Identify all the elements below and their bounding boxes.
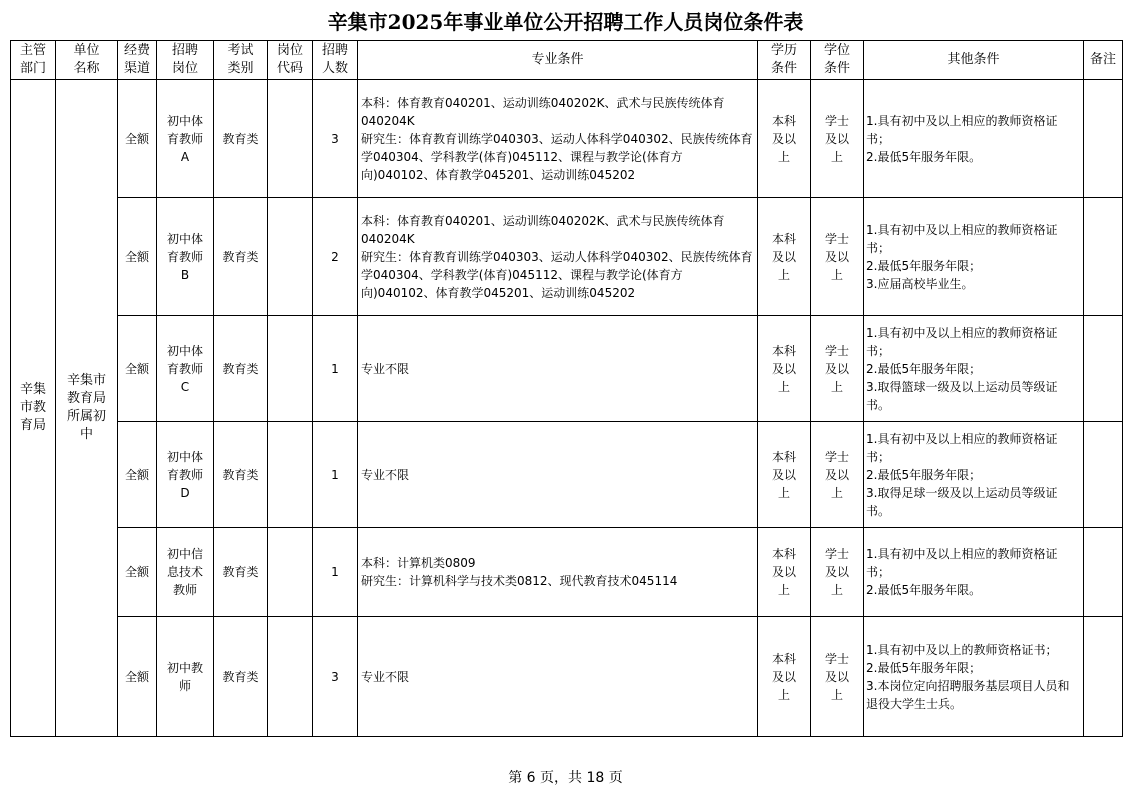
fund-cell: 全额 xyxy=(118,316,157,422)
unit-name: 辛集市教育局所属初中 xyxy=(66,373,106,442)
post-name: 初中教师 xyxy=(166,660,203,693)
exam-cell: 教育类 xyxy=(214,198,268,316)
table-row xyxy=(11,80,1123,198)
edu-value: 本科及以上 xyxy=(771,343,796,394)
major-cell: 本科：体育教育040201、运动训练040202K、武术与民族传统体育040204K 研究生：体育教育训练学040303、运动人体科学040302、民族传统体育学040304、学科教学(体育)045112、课程与教学论(体育方向)040102、体育教学045201、运动训练045202 xyxy=(358,198,758,316)
post-cell xyxy=(157,422,214,528)
exam-cell: 教育类 xyxy=(214,617,268,737)
degree-cell xyxy=(811,198,864,316)
table-row xyxy=(11,198,1123,316)
post-name: 初中体育教师C xyxy=(166,343,203,394)
degree-cell xyxy=(811,80,864,198)
edu-value: 本科及以上 xyxy=(771,449,796,500)
header-post: 招聘 岗位 xyxy=(157,41,214,80)
major-cell: 本科：计算机类0809 研究生：计算机科学与技术类0812、现代教育技术045114 xyxy=(358,528,758,617)
other-cell: 1.具有初中及以上相应的教师资格证书； 2.最低5年服务年限。 xyxy=(864,528,1084,617)
page-title: 辛集市2025年事业单位公开招聘工作人员岗位条件表 xyxy=(327,10,804,34)
major-cell: 本科：体育教育040201、运动训练040202K、武术与民族传统体育040204K 研究生：体育教育训练学040303、运动人体科学040302、民族传统体育学040304、学科教学(体育)045112、课程与教学论(体育方向)040102、体育教学045201、运动训练045202 xyxy=(358,80,758,198)
post-cell xyxy=(157,198,214,316)
num-cell: 2 xyxy=(313,198,358,316)
post-cell xyxy=(157,617,214,737)
header-dept: 主管 部门 xyxy=(11,41,56,80)
degree-value: 学士及以上 xyxy=(824,651,849,702)
dept-name: 辛集市教育局 xyxy=(19,382,46,433)
note-cell xyxy=(1084,617,1123,737)
major-cell: 专业不限 xyxy=(358,617,758,737)
code-cell xyxy=(268,528,313,617)
other-cell: 1.具有初中及以上相应的教师资格证书； 2.最低5年服务年限； 3.取得篮球一级及以上运动员等级证书。 xyxy=(864,316,1084,422)
degree-cell xyxy=(811,422,864,528)
note-cell xyxy=(1084,528,1123,617)
other-cell: 1.具有初中及以上相应的教师资格证书； 2.最低5年服务年限； 3.取得足球一级及以上运动员等级证书。 xyxy=(864,422,1084,528)
header-major: 专业条件 xyxy=(358,41,758,80)
note-cell xyxy=(1084,316,1123,422)
dept-cell xyxy=(11,80,56,737)
edu-cell xyxy=(758,198,811,316)
page-number: 第 6 页，共 18 页 xyxy=(508,770,623,786)
num-cell: 1 xyxy=(313,422,358,528)
degree-value: 学士及以上 xyxy=(824,547,849,597)
other-cell: 1.具有初中及以上相应的教师资格证书； 2.最低5年服务年限。 xyxy=(864,80,1084,198)
edu-value: 本科及以上 xyxy=(771,113,796,164)
table-row xyxy=(11,316,1123,422)
degree-cell xyxy=(811,528,864,617)
degree-cell xyxy=(811,617,864,737)
header-exam: 考试 类别 xyxy=(214,41,268,80)
header-fund: 经费 渠道 xyxy=(118,41,157,80)
other-cell: 1.具有初中及以上相应的教师资格证书； 2.最低5年服务年限； 3.应届高校毕业生。 xyxy=(864,198,1084,316)
code-cell xyxy=(268,80,313,198)
other-cell: 1.具有初中及以上的教师资格证书； 2.最低5年服务年限； 3.本岗位定向招聘服务基层项目人员和退役大学生士兵。 xyxy=(864,617,1084,737)
fund-cell: 全额 xyxy=(118,617,157,737)
fund-cell: 全额 xyxy=(118,198,157,316)
edu-cell xyxy=(758,316,811,422)
header-num: 招聘 人数 xyxy=(313,41,358,80)
exam-cell: 教育类 xyxy=(214,528,268,617)
edu-value: 本科及以上 xyxy=(771,231,796,282)
edu-cell xyxy=(758,422,811,528)
header-unit: 单位 名称 xyxy=(56,41,118,80)
code-cell xyxy=(268,422,313,528)
fund-cell: 全额 xyxy=(118,422,157,528)
major-cell: 专业不限 xyxy=(358,316,758,422)
table-row xyxy=(11,617,1123,737)
code-cell xyxy=(268,316,313,422)
note-cell xyxy=(1084,422,1123,528)
degree-value: 学士及以上 xyxy=(824,343,849,394)
degree-cell xyxy=(811,316,864,422)
note-cell xyxy=(1084,198,1123,316)
header-degree: 学位 条件 xyxy=(811,41,864,80)
table-header-row xyxy=(11,41,1123,80)
edu-value: 本科及以上 xyxy=(771,651,796,702)
post-name: 初中体育教师A xyxy=(166,113,203,164)
exam-cell: 教育类 xyxy=(214,316,268,422)
header-other: 其他条件 xyxy=(864,41,1084,80)
num-cell: 3 xyxy=(313,80,358,198)
code-cell xyxy=(268,617,313,737)
edu-value: 本科及以上 xyxy=(771,547,796,597)
post-cell xyxy=(157,80,214,198)
num-cell: 3 xyxy=(313,617,358,737)
degree-value: 学士及以上 xyxy=(824,113,849,164)
post-cell xyxy=(157,316,214,422)
edu-cell xyxy=(758,617,811,737)
degree-value: 学士及以上 xyxy=(824,449,849,500)
num-cell: 1 xyxy=(313,528,358,617)
post-name: 初中体育教师D xyxy=(166,449,203,500)
fund-cell: 全额 xyxy=(118,80,157,198)
num-cell: 1 xyxy=(313,316,358,422)
post-name: 初中体育教师B xyxy=(166,231,203,282)
table-row xyxy=(11,422,1123,528)
code-cell xyxy=(268,198,313,316)
unit-cell xyxy=(56,80,118,737)
recruitment-table xyxy=(10,40,1123,737)
exam-cell: 教育类 xyxy=(214,80,268,198)
exam-cell: 教育类 xyxy=(214,422,268,528)
header-note: 备注 xyxy=(1084,41,1123,80)
header-code: 岗位 代码 xyxy=(268,41,313,80)
header-edu: 学历 条件 xyxy=(758,41,811,80)
note-cell xyxy=(1084,80,1123,198)
degree-value: 学士及以上 xyxy=(824,231,849,282)
post-name: 初中信息技术教师 xyxy=(166,547,203,597)
fund-cell: 全额 xyxy=(118,528,157,617)
post-cell xyxy=(157,528,214,617)
edu-cell xyxy=(758,80,811,198)
major-cell: 专业不限 xyxy=(358,422,758,528)
table-row xyxy=(11,528,1123,617)
edu-cell xyxy=(758,528,811,617)
